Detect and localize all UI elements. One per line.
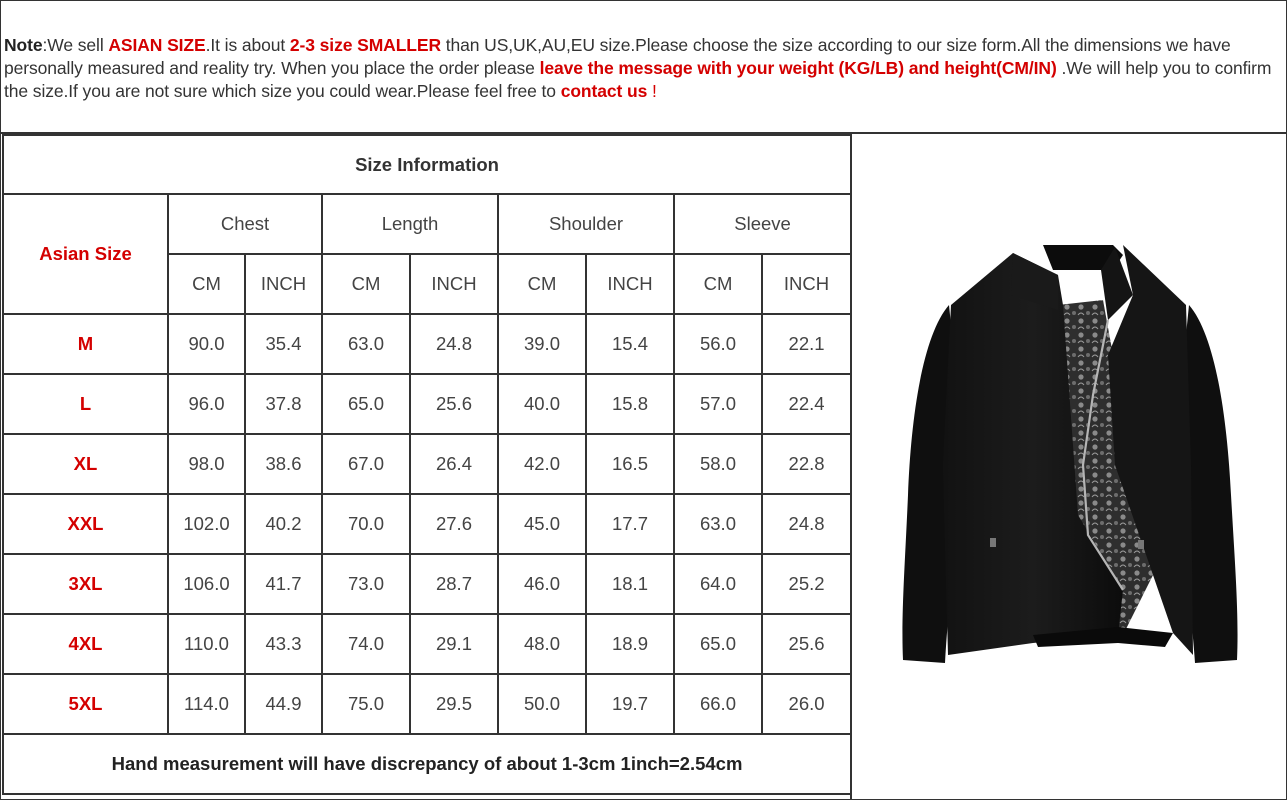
measurement-cell: 46.0 xyxy=(498,554,586,614)
measurement-cell: 64.0 xyxy=(674,554,762,614)
measurement-cell: 18.1 xyxy=(586,554,674,614)
measurement-cell: 16.5 xyxy=(586,434,674,494)
measurement-cell: 106.0 xyxy=(168,554,245,614)
table-row xyxy=(3,374,851,434)
measurement-cell: 17.7 xyxy=(586,494,674,554)
size-label: 5XL xyxy=(3,674,168,734)
measurement-cell: 98.0 xyxy=(168,434,245,494)
measurement-cell: 15.4 xyxy=(586,314,674,374)
measurement-cell: 41.7 xyxy=(245,554,322,614)
table-row xyxy=(3,314,851,374)
measurement-cell: 27.6 xyxy=(410,494,498,554)
asian-size-header: Asian Size xyxy=(3,194,168,314)
note-text: than US,UK,AU,EU size.Please choose the size according to our size form.All the dimensions we have personally measured and reality try. When you place the order please xyxy=(4,35,1231,78)
size-label: 4XL xyxy=(3,614,168,674)
measurement-cell: 75.0 xyxy=(322,674,410,734)
unit-header: CM xyxy=(674,254,762,314)
measurement-cell: 56.0 xyxy=(674,314,762,374)
note-size-smaller: 2-3 size SMALLER xyxy=(289,35,441,55)
measurement-cell: 50.0 xyxy=(498,674,586,734)
measurement-cell: 66.0 xyxy=(674,674,762,734)
measurement-cell: 26.0 xyxy=(762,674,851,734)
measurement-cell: 24.8 xyxy=(410,314,498,374)
unit-header: INCH xyxy=(410,254,498,314)
table-row xyxy=(3,674,851,734)
measurement-cell: 67.0 xyxy=(322,434,410,494)
unit-header: CM xyxy=(322,254,410,314)
column-divider xyxy=(850,133,852,800)
unit-header: CM xyxy=(498,254,586,314)
measurement-cell: 40.0 xyxy=(498,374,586,434)
note-label: Note xyxy=(4,35,43,55)
measurement-cell: 96.0 xyxy=(168,374,245,434)
size-label: L xyxy=(3,374,168,434)
sleeve-header: Sleeve xyxy=(674,194,851,254)
measurement-cell: 25.6 xyxy=(762,614,851,674)
note-leave-message: leave the message with your weight (KG/LB) and height(CM/IN) xyxy=(539,58,1057,78)
note-contact-us: contact us xyxy=(560,81,648,101)
note-text: .We will help you to confirm the size.If you are not sure which size you could wear.Please feel free to xyxy=(4,58,1272,101)
shoulder-header: Shoulder xyxy=(498,194,674,254)
product-photo xyxy=(853,135,1285,797)
measurement-cell: 22.1 xyxy=(762,314,851,374)
measurement-cell: 22.4 xyxy=(762,374,851,434)
measurement-cell: 40.2 xyxy=(245,494,322,554)
measurement-cell: 63.0 xyxy=(322,314,410,374)
measurement-cell: 35.4 xyxy=(245,314,322,374)
measurement-cell: 58.0 xyxy=(674,434,762,494)
length-header: Length xyxy=(322,194,498,254)
measurement-cell: 45.0 xyxy=(498,494,586,554)
measurement-cell: 65.0 xyxy=(322,374,410,434)
size-table xyxy=(2,134,852,795)
measurement-cell: 29.1 xyxy=(410,614,498,674)
measurement-cell: 44.9 xyxy=(245,674,322,734)
measurement-cell: 25.2 xyxy=(762,554,851,614)
size-label: XL xyxy=(3,434,168,494)
measurement-cell: 114.0 xyxy=(168,674,245,734)
measurement-footnote: Hand measurement will have discrepancy of about 1-3cm 1inch=2.54cm xyxy=(3,734,851,794)
measurement-cell: 63.0 xyxy=(674,494,762,554)
measurement-cell: 22.8 xyxy=(762,434,851,494)
measurement-cell: 15.8 xyxy=(586,374,674,434)
note-text: :We sell xyxy=(42,35,109,55)
unit-header: INCH xyxy=(762,254,851,314)
measurement-cell: 70.0 xyxy=(322,494,410,554)
jacket-image xyxy=(853,135,1285,797)
measurement-cell: 19.7 xyxy=(586,674,674,734)
measurement-cell: 39.0 xyxy=(498,314,586,374)
measurement-cell: 25.6 xyxy=(410,374,498,434)
measurement-cell: 26.4 xyxy=(410,434,498,494)
measurement-cell: 48.0 xyxy=(498,614,586,674)
measurement-cell: 28.7 xyxy=(410,554,498,614)
measurement-cell: 57.0 xyxy=(674,374,762,434)
unit-header: INCH xyxy=(245,254,322,314)
table-row xyxy=(3,494,851,554)
unit-header: CM xyxy=(168,254,245,314)
note-text: .It is about xyxy=(205,35,290,55)
note-text: ! xyxy=(647,81,657,101)
measurement-cell: 65.0 xyxy=(674,614,762,674)
measurement-cell: 74.0 xyxy=(322,614,410,674)
size-note xyxy=(4,34,1282,103)
table-title: Size Information xyxy=(3,135,851,194)
measurement-cell: 24.8 xyxy=(762,494,851,554)
table-row xyxy=(3,554,851,614)
measurement-cell: 38.6 xyxy=(245,434,322,494)
chest-header: Chest xyxy=(168,194,322,254)
measurement-cell: 43.3 xyxy=(245,614,322,674)
measurement-cell: 73.0 xyxy=(322,554,410,614)
size-label: 3XL xyxy=(3,554,168,614)
measurement-cell: 18.9 xyxy=(586,614,674,674)
table-row xyxy=(3,614,851,674)
measurement-cell: 37.8 xyxy=(245,374,322,434)
unit-header: INCH xyxy=(586,254,674,314)
size-label: XXL xyxy=(3,494,168,554)
measurement-cell: 110.0 xyxy=(168,614,245,674)
size-label: M xyxy=(3,314,168,374)
measurement-cell: 102.0 xyxy=(168,494,245,554)
measurement-cell: 90.0 xyxy=(168,314,245,374)
note-asian-size: ASIAN SIZE xyxy=(108,35,206,55)
table-row xyxy=(3,434,851,494)
measurement-cell: 42.0 xyxy=(498,434,586,494)
measurement-cell: 29.5 xyxy=(410,674,498,734)
